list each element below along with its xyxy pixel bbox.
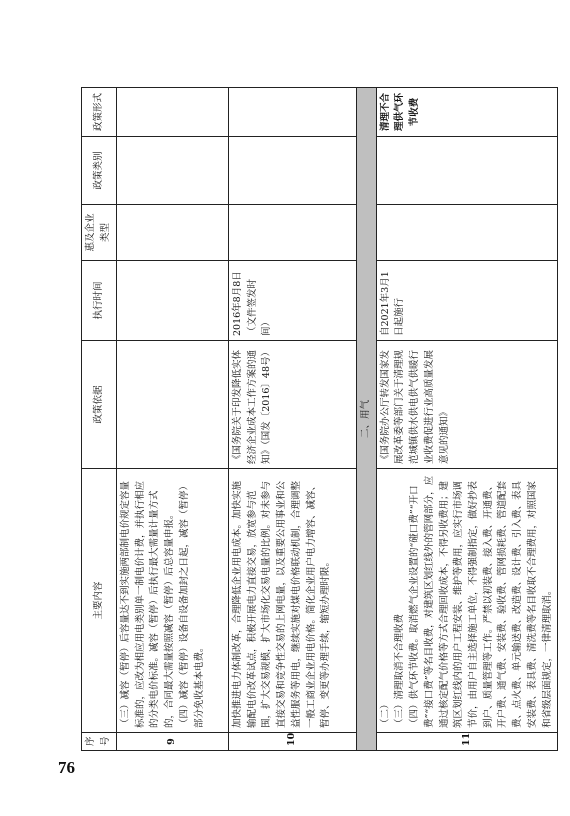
section-title: 二、用气 — [357, 88, 377, 751]
rotated-table-container — [81, 88, 570, 746]
row-policy-form — [117, 88, 229, 137]
header-time: 执行时间 — [82, 261, 117, 341]
row-content — [376, 469, 558, 733]
row-policy-type — [376, 137, 558, 205]
policy-table — [81, 87, 558, 751]
row-content — [229, 469, 357, 733]
row-policy-form — [229, 88, 357, 137]
row-number: 11 — [376, 733, 558, 751]
row-time — [117, 261, 229, 341]
row-number: 9 — [117, 733, 229, 751]
row-enterprise-type — [229, 205, 357, 261]
header-enterprise-type: 惠及企业类型 — [82, 205, 117, 261]
row-time: 2016年8月8日（文件签发时间） — [229, 261, 357, 341]
header-no: 序号 — [82, 733, 117, 751]
content-paragraph: （四）减容（暂停）设备自设备加封之日起，减容（暂停）部分免收基本电费。 — [178, 480, 205, 728]
table-header-row — [82, 88, 117, 751]
row-basis: 《国务院办公厅转发国家发展改革委等部门关于清理规范城镇供水供电供气供暖行业收费促进行业高质量发展意见的通知》 — [376, 341, 558, 469]
page-number: 76 — [58, 758, 75, 777]
section-row — [357, 88, 377, 751]
row-basis — [117, 341, 229, 469]
header-policy-form: 政策形式 — [82, 88, 117, 137]
row-enterprise-type — [117, 205, 229, 261]
row-policy-form: 清理不合理供气环节收费 — [376, 88, 558, 137]
row-time: 自2021年3月1日起施行 — [376, 261, 558, 341]
content-paragraph: （三）清理取消不合理收费 — [394, 613, 406, 728]
table-row — [117, 88, 229, 751]
content-paragraph: （四）供气环节收费。取消燃气企业设置的“碰口费”“开口费”“接口费”等名目收费，对建筑区划红线外的管网部分，应通过核定配气价格等方式合理回收成本，不得另收费用；建筑区划红线内的用户工程安装、维护等费用，应实行市场调节价，由用户自主选择施工单位，不得强制指定，做好抄表到户、质量管理等工作。严禁以初装费、接入费、开通费、开户费、通气费、安装费、验收费、管网损耗费、管道配套费、点火费、单元输送费、改造费、设计费、引入费、表具安装费、表具费、清洗费等名目收取不合理费用，对照国家和省级层面规定，一律清理取消。 — [409, 475, 553, 728]
content-paragraph: 加快推进电力体制改革，合理降低企业用电成本。加快实施输配电价改革试点，积极开展电力直接交易，放宽参与范围，扩大交易规模，扩大市场化交易电量的比例。对未参与直接交易和竞争性交易的上网电量，以及重要公用事业和公益性服务等用电，继续实施对煤电价格联动机制，合理调整一般工商业企业用电价格。简化企业用户电力增容、减容、暂停、变更等办理手续，缩短办理时限。 — [232, 480, 332, 728]
content-paragraph: （二） — [379, 699, 391, 728]
header-content: 主要内容 — [82, 469, 117, 733]
row-policy-type — [229, 137, 357, 205]
row-enterprise-type — [376, 205, 558, 261]
header-basis: 政策依据 — [82, 341, 117, 469]
header-policy-type: 政策类别 — [82, 137, 117, 205]
row-basis: 《国务院关于印发降低实体经济企业成本工作方案的通知》（国发〔2016〕48号） — [229, 341, 357, 469]
content-paragraph: （三）减容（暂停）后容量达不到实施两部制电价规定容量标准的，应改为相应用电类别单一制电价计费，并执行相应的分类电价标准。减容（暂停）后执行最大需量计量方式的，合同最大需量按照减容（暂停）后总容量申报。 — [120, 480, 176, 728]
row-policy-type — [117, 137, 229, 205]
row-content — [117, 469, 229, 733]
rotated-table-frame — [81, 88, 553, 751]
row-number: 10 — [229, 733, 357, 751]
table-row — [229, 88, 357, 751]
table-row — [376, 88, 558, 751]
